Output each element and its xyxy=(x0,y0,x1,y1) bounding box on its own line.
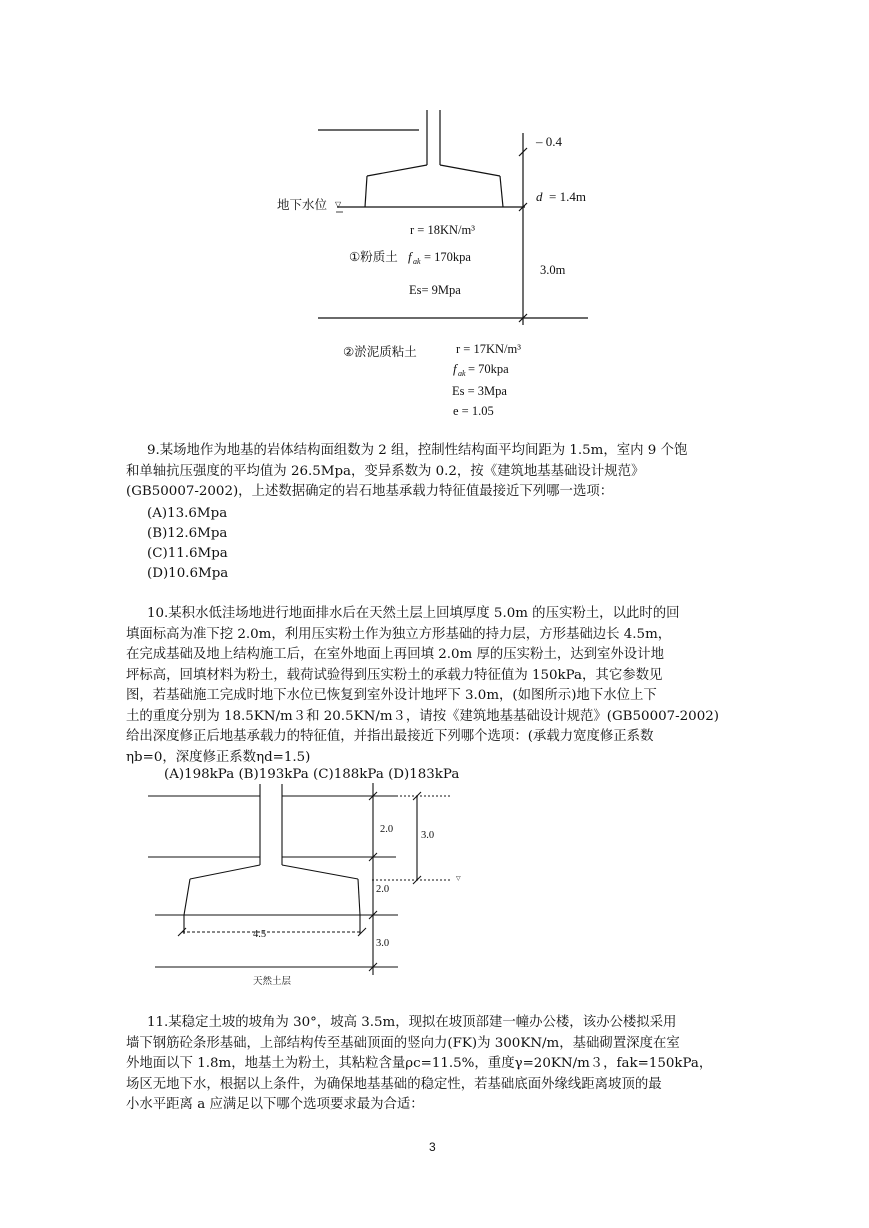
layer2-gamma: r = 17KN/m³ xyxy=(456,342,521,356)
q10-options: (A)198kPa (B)193kPa (C)188kPa (D)183kPa xyxy=(164,767,460,782)
fig2-dim-top: 2.0 xyxy=(380,824,394,835)
layer1-fak-symbol: f xyxy=(408,249,412,264)
fig2-water-table-icon: ▽ xyxy=(456,876,461,882)
q9-option-d: (D)10.6Mpa xyxy=(147,566,229,581)
q10-line: 在完成基础及地上结构施工后，在室外地面上再回填 2.0m 厚的压实粉土，达到室外设计地 xyxy=(126,647,664,662)
fig2-dim-bottom: 3.0 xyxy=(376,938,390,949)
q9-line: 9.某场地作为地基的岩体结构面组数为 2 组，控制性结构面平均间距为 1.5m，室内 9 个饱 xyxy=(147,443,688,458)
q11-line: 小水平距离 a 应满足以下哪个选项要求最为合适： xyxy=(126,1097,424,1112)
depth-symbol: d xyxy=(536,189,543,204)
layer1-es: Es= 9Mpa xyxy=(409,283,461,297)
fig2-natural-soil: 天然土层 xyxy=(253,976,292,987)
q11-line: 11.某稳定土坡的坡角为 30°，坡高 3.5m，现拟在坡顶部建一幢办公楼，该办公楼拟采用 xyxy=(147,1015,677,1030)
water-table-icon: ▽ xyxy=(335,200,342,209)
q11-line: 外地面以下 1.8m，地基土为粉土，其粘粒含量ρc=11.5%，重度γ=20KN/m３，fak=150kPa， xyxy=(126,1056,713,1071)
q11-line: 墙下钢筋砼条形基础，上部结构传至基础顶面的竖向力(FK)为 300KN/m，基础砌置深度在室 xyxy=(126,1035,680,1051)
question-11 xyxy=(126,1013,713,1116)
layer1-fak-value: = 170kpa xyxy=(424,250,471,264)
q10-line: 10.某积水低洼场地进行地面排水后在天然土层上回填厚度 5.0m 的压实粉土，以此时的回 xyxy=(147,606,680,621)
layer1-gamma: r = 18KN/m³ xyxy=(410,223,475,237)
fig2-width: 4.5 xyxy=(253,929,267,940)
layer1-thickness: 3.0m xyxy=(540,263,566,277)
fig2-dim-total: 3.0 xyxy=(421,830,435,841)
layer2-fak-symbol: f xyxy=(453,361,457,376)
question-9 xyxy=(126,441,688,503)
q9-option-a: (A)13.6Mpa xyxy=(147,506,228,521)
q11-line: 场区无地下水，根据以上条件，为确保地基基础的稳定性，若基础底面外缘线距离坡顶的最 xyxy=(126,1076,662,1092)
q9-option-b: (B)12.6Mpa xyxy=(147,526,228,541)
depth-value: = 1.4m xyxy=(549,189,586,204)
groundwater-label: 地下水位 xyxy=(277,197,328,212)
layer1-fak-sub: ak xyxy=(413,257,421,266)
layer2-name: ②淤泥质粘土 xyxy=(343,344,417,359)
question-10 xyxy=(126,604,719,768)
q9-line: (GB50007-2002)，上述数据确定的岩石地基承载力特征值最接近下列哪一选项： xyxy=(126,484,614,499)
elevation-label: – 0.4 xyxy=(536,134,562,149)
q10-line: 图，若基础施工完成时地下水位已恢复到室外设计地坪下 3.0m，(如图所示)地下水位上下 xyxy=(126,688,657,703)
layer1-name: ①粉质土 xyxy=(349,249,398,264)
q10-line: 土的重度分别为 18.5KN/m３和 20.5KN/m３，请按《建筑地基基础设计规范》(GB50007-2002) xyxy=(126,708,719,724)
q9-option-c: (C)11.6Mpa xyxy=(147,546,228,561)
layer2-es: Es = 3Mpa xyxy=(452,384,507,398)
layer2-e: e = 1.05 xyxy=(453,404,494,418)
q9-line: 和单轴抗压强度的平均值为 26.5Mpa，变异系数为 0.2，按《建筑地基基础设计规范》 xyxy=(126,463,645,479)
q10-line: ηb=0，深度修正系数ηd=1.5) xyxy=(126,749,311,765)
q10-line: 坪标高，回填材料为粉土，载荷试验得到压实粉土的承载力特征值为 150kPa，其它参数见 xyxy=(126,667,663,683)
q10-line: 给出深度修正后地基承载力的特征值，并指出最接近下列哪个选项：(承载力宽度修正系数 xyxy=(126,729,654,744)
layer2-fak-sub: ak xyxy=(458,369,466,378)
page-number: 3 xyxy=(429,1140,436,1154)
foundation-figure-1 xyxy=(0,0,869,430)
layer2-fak-value: = 70kpa xyxy=(468,362,509,376)
q10-line: 填面标高为准下挖 2.0m，利用压实粉土作为独立方形基础的持力层，方形基础边长 4.5m， xyxy=(126,626,672,642)
fig2-dim-mid: 2.0 xyxy=(376,884,390,895)
